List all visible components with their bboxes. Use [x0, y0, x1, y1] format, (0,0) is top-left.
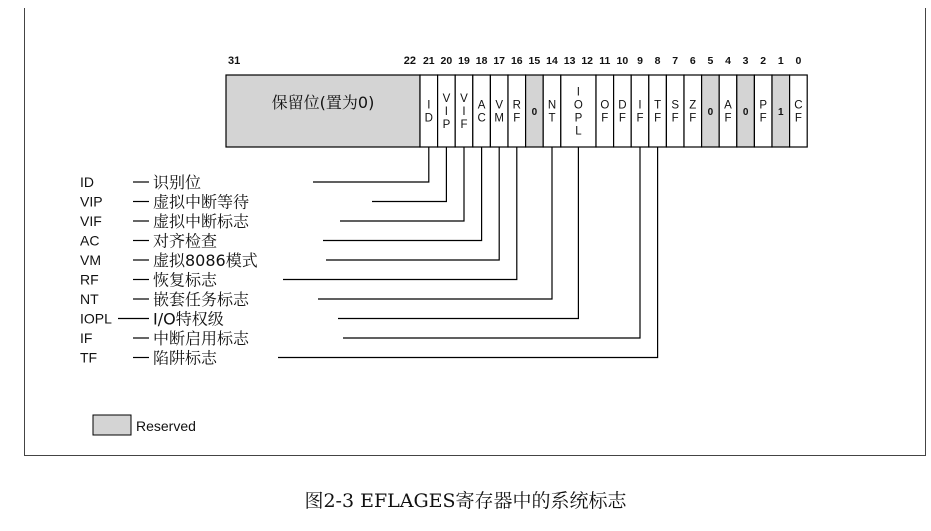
bit-number: 5 — [707, 55, 714, 67]
flag-description: 陷阱标志 — [153, 348, 218, 368]
bit-cell-label: C — [477, 112, 486, 125]
flag-abbr: IOPL — [80, 310, 112, 327]
flag-description: 虚拟8086模式 — [153, 251, 258, 270]
bit-number: 16 — [510, 55, 523, 67]
bit-cell-label: F — [689, 112, 697, 125]
bit-cell-label: F — [794, 112, 802, 125]
bit-number: 15 — [528, 55, 541, 67]
flag-description: 对齐检查 — [153, 231, 218, 251]
bit-number: 21 — [422, 55, 435, 67]
bit-number: 7 — [672, 55, 679, 67]
bit-cell-label: 0 — [707, 107, 714, 118]
bit-cell-label: F — [759, 112, 767, 125]
flag-abbr: IF — [80, 330, 93, 346]
bit-cell-label: F — [618, 112, 626, 125]
flag-leader-line — [338, 147, 578, 319]
bit-number: 18 — [475, 55, 488, 67]
bit-cell-label: F — [513, 112, 521, 125]
flag-description: I/O特权级 — [153, 309, 224, 329]
bit-number: 9 — [637, 55, 643, 67]
flag-abbr: VM — [80, 252, 101, 268]
bit-cell-label: T — [654, 99, 662, 112]
bit-cell-label: F — [724, 112, 732, 125]
bit-cell-label: F — [654, 112, 662, 125]
bit-cell-label: 0 — [531, 107, 538, 118]
bit-number: 13 — [563, 55, 576, 67]
flag-abbr: VIF — [80, 213, 102, 229]
bit-cell-label: P — [442, 119, 451, 131]
bit-cell-label: V — [495, 99, 504, 112]
bit-number: 2 — [760, 55, 767, 67]
flag-abbr: ID — [80, 174, 94, 190]
flag-description: 虚拟中断标志 — [153, 212, 250, 231]
bit-number: 31 — [228, 55, 241, 67]
flag-leader-line — [313, 147, 429, 182]
bit-cell-label: D — [424, 112, 433, 125]
flag-abbr: VIP — [80, 193, 103, 210]
bit-cell-label: P — [574, 112, 583, 125]
flag-abbr: NT — [80, 291, 99, 307]
flag-leader-line — [343, 147, 640, 338]
bit-cell-label: O — [573, 99, 583, 112]
bit-cell-label: C — [794, 99, 803, 112]
reserved-block-label: 保留位(置为0) — [271, 93, 375, 112]
bit-number: 3 — [742, 55, 749, 67]
bit-cell-label: I — [576, 86, 581, 99]
bit-cell-label: V — [460, 93, 468, 105]
bit-number: 17 — [493, 55, 506, 67]
bit-cell-label: F — [636, 112, 644, 125]
flag-description: 虚拟中断等待 — [153, 192, 250, 212]
bit-number: 19 — [458, 55, 470, 67]
bit-number: 0 — [795, 55, 802, 67]
bit-cell-label: F — [601, 112, 609, 125]
bit-cell-label: 0 — [742, 107, 749, 118]
flag-description: 恢复标志 — [153, 270, 218, 290]
bit-cell-label: P — [759, 99, 768, 112]
bit-number: 10 — [616, 55, 629, 67]
bit-cell-label: A — [477, 99, 486, 112]
bit-number: 6 — [689, 55, 696, 67]
bit-cell-label: I — [427, 99, 431, 112]
bit-cell-label: I — [444, 106, 449, 118]
bit-cell-label: D — [618, 99, 627, 112]
flag-leader-line — [372, 147, 446, 202]
flag-description: 嵌套任务标志 — [153, 290, 250, 309]
bit-cell-label: L — [575, 125, 582, 138]
reserved-legend-label: Reserved — [136, 418, 196, 434]
bit-cell-label: A — [724, 99, 732, 112]
bit-cell-label: S — [671, 99, 680, 112]
bit-number: 22 — [403, 55, 416, 67]
bit-number: 8 — [654, 55, 661, 67]
flag-description: 中断启用标志 — [153, 329, 250, 348]
reserved-legend-swatch — [93, 415, 131, 435]
figure-caption: 图2-3 EFLAGES寄存器中的系统标志 — [304, 490, 627, 512]
flag-abbr: AC — [80, 232, 100, 249]
bit-cell-label: Z — [689, 99, 697, 112]
bit-number: 4 — [725, 55, 731, 67]
bit-number: 12 — [581, 55, 594, 67]
flag-description: 识别位 — [153, 173, 202, 192]
flag-leader-line — [278, 147, 658, 358]
bit-cell-label: V — [442, 93, 451, 105]
flag-leader-line — [323, 147, 482, 241]
bit-cell-label: R — [512, 99, 521, 112]
flag-leader-line — [340, 147, 464, 221]
bit-number: 14 — [546, 55, 558, 67]
bit-cell-label: F — [671, 112, 679, 125]
bit-number: 1 — [777, 55, 784, 67]
flag-abbr: RF — [80, 271, 99, 288]
bit-cell-label: I — [638, 99, 642, 112]
bit-number: 20 — [440, 55, 453, 67]
bit-cell-label: N — [547, 99, 557, 112]
bit-cell-label: I — [462, 106, 466, 118]
bit-cell-label: T — [548, 112, 556, 125]
bit-cell-label: O — [600, 99, 610, 112]
bit-cell-label: 1 — [778, 107, 784, 118]
bit-number: 11 — [599, 55, 611, 67]
bit-cell-label: M — [494, 112, 504, 125]
flag-leader-line — [326, 147, 499, 260]
bit-cell-label: F — [460, 119, 468, 131]
flag-abbr: TF — [80, 349, 98, 366]
